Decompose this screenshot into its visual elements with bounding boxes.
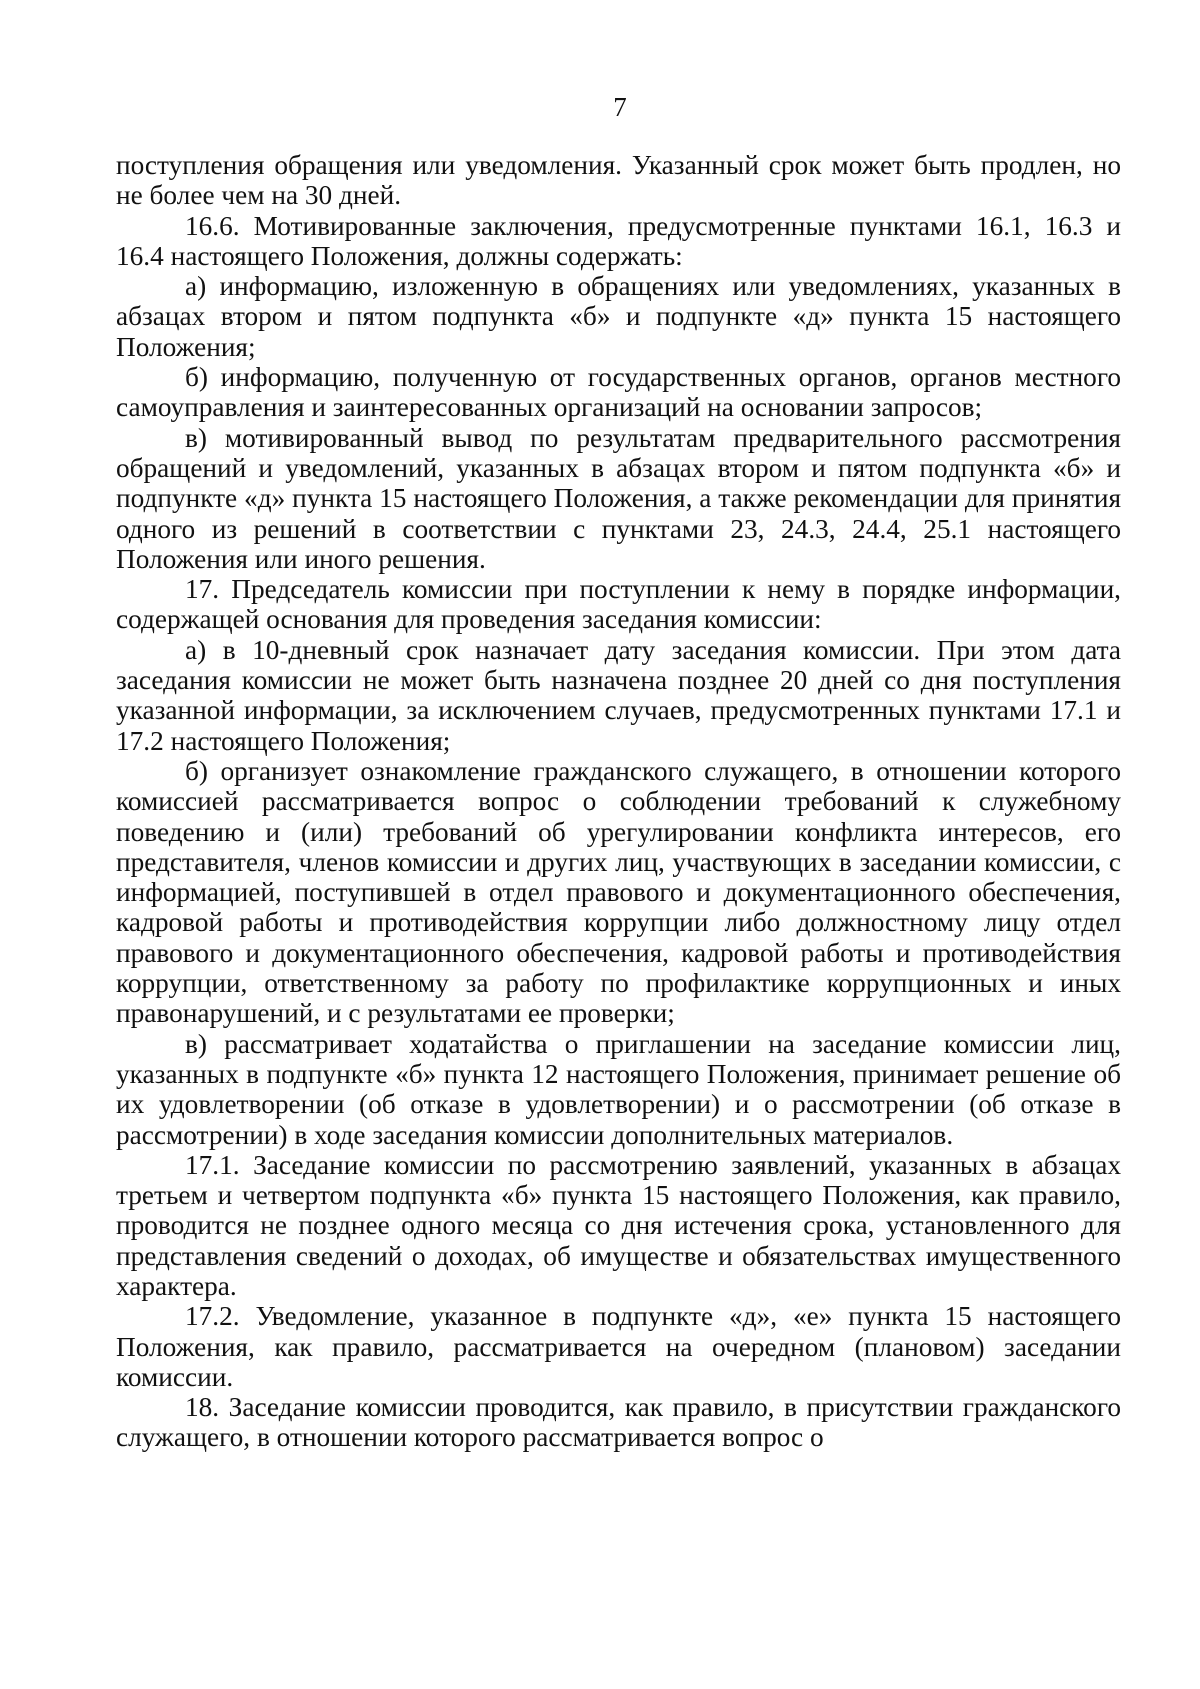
paragraph: а) в 10-дневный срок назначает дату заседания комиссии. При этом дата заседания комиссии не может быть назначена позднее 20 дней со дня поступления указанной информации, за исключением случаев, предусмотренных пунктами 17.1 и 17.2 настоящего Положения; — [116, 634, 1121, 756]
paragraph: б) информацию, полученную от государственных органов, органов местного самоуправления и заинтересованных организаций на основании запросов; — [116, 362, 1121, 423]
paragraph: 17.1. Заседание комиссии по рассмотрению заявлений, указанных в абзацах третьем и четвертом подпункта «б» пункта 15 настоящего Положения, как правило, проводится не позднее одного месяца со дня истечения срока, установленного для представления сведений о доходах, об имуществе и обязательствах имущественного характера. — [116, 1149, 1121, 1301]
paragraph: 17.2. Уведомление, указанное в подпункте «д», «е» пункта 15 настоящего Положения, как правило, рассматривается на очередном (плановом) заседании комиссии. — [116, 1301, 1121, 1392]
paragraph: а) информацию, изложенную в обращениях или уведомлениях, указанных в абзацах втором и пятом подпункта «б» и подпункте «д» пункта 15 настоящего Положения; — [116, 271, 1121, 362]
paragraph: б) организует ознакомление гражданского служащего, в отношении которого комиссией рассматривается вопрос о соблюдении требований к служебному поведению и (или) требований об урегулировании конфликта интересов, его представителя, членов комиссии и других лиц, участвующих в заседании комиссии, с информацией, поступившей в отдел правового и документационного обеспечения, кадровой работы и противодействия коррупции либо должностному лицу отдел правового и документационного обеспечения, кадровой работы и противодействия коррупции, ответственному за работу по профилактике коррупционных и иных правонарушений, и с результатами ее проверки; — [116, 755, 1121, 1029]
paragraph: 16.6. Мотивированные заключения, предусмотренные пунктами 16.1, 16.3 и 16.4 настоящего Положения, должны содержать: — [116, 210, 1121, 271]
paragraph: 17. Председатель комиссии при поступлении к нему в порядке информации, содержащей основания для проведения заседания комиссии: — [116, 574, 1121, 635]
paragraph: поступления обращения или уведомления. Указанный срок может быть продлен, но не более чем на 30 дней. — [116, 150, 1121, 211]
paragraph: в) мотивированный вывод по результатам предварительного рассмотрения обращений и уведомлений, указанных в абзацах втором и пятом подпункта «б» и подпункте «д» пункта 15 настоящего Положения, а также рекомендации для принятия одного из решений в соответствии с пунктами 23, 24.3, 24.4, 25.1 настоящего Положения или иного решения. — [116, 422, 1121, 574]
document-body — [116, 150, 1121, 1453]
page-number: 7 — [613, 92, 627, 122]
paragraph: 18. Заседание комиссии проводится, как правило, в присутствии гражданского служащего, в отношении которого рассматривается вопрос о — [116, 1392, 1121, 1453]
paragraph: в) рассматривает ходатайства о приглашении на заседание комиссии лиц, указанных в подпункте «б» пункта 12 настоящего Положения, принимает решение об их удовлетворении (об отказе в удовлетворении) и о рассмотрении (об отказе в рассмотрении) в ходе заседания комиссии дополнительных материалов. — [116, 1028, 1121, 1150]
